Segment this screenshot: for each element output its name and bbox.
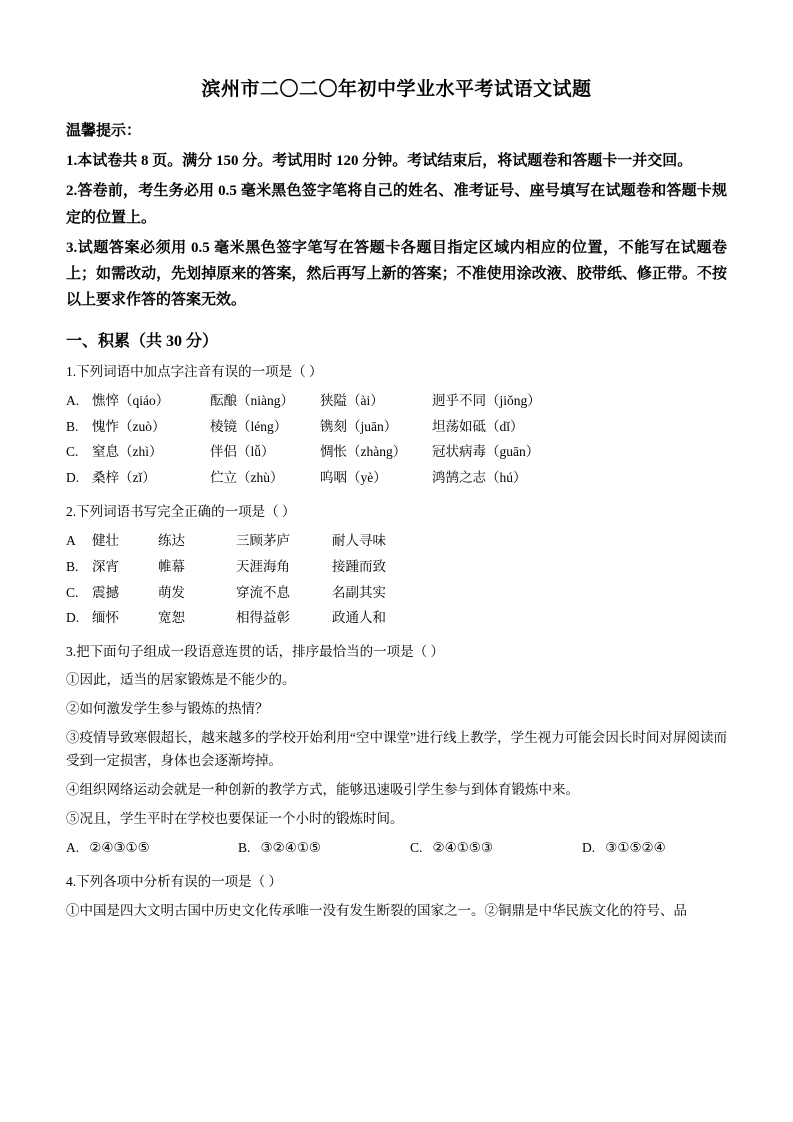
- option-text: 帷幕: [158, 558, 185, 574]
- option-text: ②④③①⑤: [89, 840, 150, 856]
- question-1-option-d: [66, 465, 727, 491]
- option-text: 名副其实: [332, 584, 386, 600]
- question-2-option-b: [66, 554, 727, 580]
- option-text: 宽恕: [158, 610, 185, 626]
- question-3-option-a: [66, 835, 238, 861]
- option-text: 冠状病毒（guān）: [432, 444, 540, 460]
- option-text: 穿流不息: [236, 584, 290, 600]
- question-3-option-d: [582, 835, 754, 861]
- option-lead: D.: [66, 470, 80, 486]
- option-lead: A: [66, 533, 76, 549]
- option-text: 坦荡如砥（dǐ）: [432, 418, 524, 434]
- option-text: 震撼: [92, 584, 119, 600]
- option-lead: D.: [582, 840, 596, 856]
- question-3-stem: 3.把下面句子组成一段语意连贯的话，排序最恰当的一项是（ ）: [66, 643, 444, 659]
- option-text: 憔悴（qiáo）: [92, 393, 170, 409]
- option-lead: B.: [66, 558, 79, 574]
- question-3-item-2: ②如何激发学生参与锻炼的热情？: [66, 701, 269, 717]
- option-text: 鸿鹄之志（hú）: [432, 470, 527, 486]
- question-3-options: [66, 835, 727, 861]
- option-lead: D.: [66, 610, 80, 626]
- question-1-stem: 1.下列词语中加点字注音有误的一项是（ ）: [66, 363, 323, 379]
- question-2-stem: 2.下列词语书写完全正确的一项是（ ）: [66, 503, 296, 519]
- option-text: 相得益彰: [236, 610, 290, 626]
- option-text: 镌刻（juān）: [320, 418, 398, 434]
- page-title: 滨州市二〇二〇年初中学业水平考试语文试题: [201, 79, 592, 100]
- option-text: 政通人和: [332, 610, 386, 626]
- option-text: 三顾茅庐: [236, 533, 290, 549]
- option-text: 缅怀: [92, 610, 119, 626]
- option-text: 接踵而致: [332, 558, 386, 574]
- tips-label: 温馨提示：: [66, 123, 142, 139]
- option-text: 萌发: [158, 584, 185, 600]
- tip-item-3: 3.试题答案必须用 0.5 毫米黑色签字笔写在答题卡各题目指定区域内相应的位置，不能写在试题卷上；如需改动，先划掉原来的答案，然后再写上新的答案；不准使用涂改液、胶带纸、修正带。不按以上要求作答的答案无效。: [66, 239, 727, 309]
- option-text: 窒息（zhì）: [92, 444, 163, 460]
- question-2-option-c: [66, 580, 727, 606]
- option-text: 伴侣（lǚ）: [210, 444, 275, 460]
- option-text: 狭隘（ài）: [320, 393, 384, 409]
- question-1-option-a: [66, 388, 727, 414]
- question-2-option-a: [66, 528, 727, 554]
- option-lead: C.: [410, 840, 423, 856]
- option-text: 桑梓（zǐ）: [92, 470, 156, 486]
- question-4-stem: 4.下列各项中分析有误的一项是（ ）: [66, 873, 282, 889]
- option-lead: A.: [66, 393, 80, 409]
- option-text: 天涯海角: [236, 558, 290, 574]
- option-text: 健壮: [92, 533, 119, 549]
- question-2-option-d: [66, 605, 727, 631]
- option-text: 惆怅（zhàng）: [320, 444, 407, 460]
- question-3-option-b: [238, 835, 410, 861]
- option-lead: A.: [66, 840, 80, 856]
- question-3-option-c: [410, 835, 582, 861]
- option-text: 深宵: [92, 558, 119, 574]
- tip-item-2: 2.答卷前，考生务必用 0.5 毫米黑色签字笔将自己的姓名、准考证号、座号填写在试题卷和答题卡规定的位置上。: [66, 183, 727, 226]
- option-text: 练达: [158, 533, 185, 549]
- option-text: ②④①⑤③: [432, 840, 494, 856]
- option-text: 耐人寻味: [332, 533, 386, 549]
- option-text: 呜咽（yè）: [320, 470, 387, 486]
- option-lead: C.: [66, 584, 79, 600]
- option-text: ③①⑤②④: [605, 840, 666, 856]
- question-3-item-1: ①因此，适当的居家锻炼是不能少的。: [66, 672, 296, 688]
- option-lead: B.: [66, 418, 79, 434]
- question-3-item-4: ④组织网络运动会就是一种创新的教学方式，能够迅速吸引学生参与到体育锻炼中来。: [66, 781, 579, 797]
- question-1-option-c: [66, 439, 727, 465]
- option-text: 愧怍（zuò）: [92, 418, 166, 434]
- option-lead: B.: [238, 840, 251, 856]
- option-text: 迥乎不同（jiǒng）: [432, 393, 541, 409]
- option-lead: C.: [66, 444, 79, 460]
- option-text: 伫立（zhù）: [210, 470, 284, 486]
- option-text: ③②④①⑤: [260, 840, 322, 856]
- question-1-option-b: [66, 414, 727, 440]
- option-text: 酝酿（niàng）: [210, 393, 294, 409]
- section-heading-one: 一、积累（共 30 分）: [66, 332, 219, 350]
- option-text: 棱镜（léng）: [210, 418, 288, 434]
- question-3-item-3: ③疫情导致寒假超长，越来越多的学校开始利用“空中课堂”进行线上教学，学生视力可能会因长时间对屏阅读而受到一定损害，身体也会逐渐垮掉。: [66, 729, 727, 769]
- question-4-passage: ①中国是四大文明古国中历史文化传承唯一没有发生断裂的国家之一。②铜鼎是中华民族文化的符号、品: [66, 903, 687, 919]
- question-3-item-5: ⑤况且，学生平时在学校也要保证一个小时的锻炼时间。: [66, 810, 404, 826]
- tip-item-1: 1.本试卷共 8 页。满分 150 分。考试用时 120 分钟。考试结束后，将试题卷和答题卡一并交回。: [66, 153, 693, 169]
